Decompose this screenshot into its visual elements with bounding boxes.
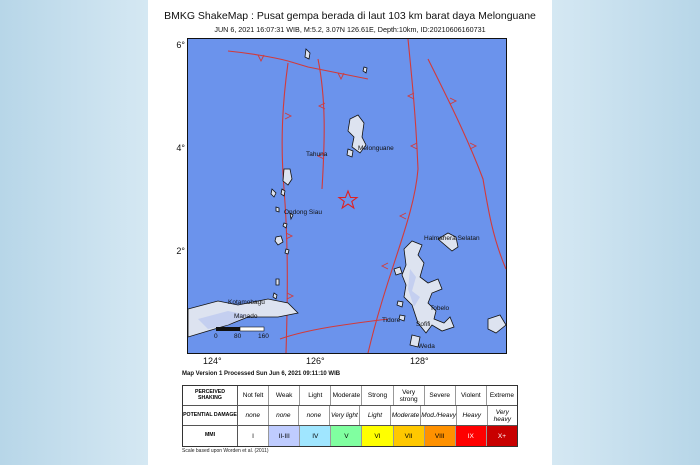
island-ternate xyxy=(397,301,403,307)
mmi-cell: VII xyxy=(394,426,425,446)
damage-cell: Light xyxy=(360,406,391,425)
star-icon[interactable] xyxy=(339,191,357,208)
map-title: BMKG ShakeMap : Pusat gempa berada di laut 103 km barat daya Melonguane xyxy=(164,10,536,22)
place-melonguane: Melonguane xyxy=(358,145,394,152)
legend-row-mmi xyxy=(183,426,517,446)
place-manado: Manado xyxy=(234,313,258,320)
scale-label-0: 0 xyxy=(214,333,218,340)
place-halmahera-selatan: Halmahera Selatan xyxy=(424,235,480,242)
fault-east xyxy=(368,39,418,353)
island-siau xyxy=(275,236,283,245)
right-backdrop xyxy=(552,0,700,465)
shaking-cell: Moderate xyxy=(331,386,362,405)
damage-cell: Very light xyxy=(330,406,361,425)
mmi-cell: VI xyxy=(362,426,393,446)
shaking-cell: Extreme xyxy=(489,392,515,399)
damage-cell: Mod./Heavy xyxy=(421,406,457,425)
legend-head-shaking: PERCEIVED SHAKING xyxy=(183,386,238,405)
left-backdrop xyxy=(0,0,148,465)
scale-note: Scale based upon Worden et al. (2011) xyxy=(182,448,269,454)
shaking-cell: Not felt xyxy=(238,386,269,405)
mmi-cell: IX xyxy=(456,426,487,446)
shaking-cell: Very strong xyxy=(394,386,425,405)
lon-label-126: 126° xyxy=(306,356,325,366)
mmi-cell: VIII xyxy=(425,426,456,446)
shaking-cell: Severe xyxy=(425,386,456,405)
mmi-cell: II-III xyxy=(269,426,300,446)
island-salibabu xyxy=(347,149,353,157)
legend-head-damage: POTENTIAL DAMAGE xyxy=(183,406,238,425)
island-east xyxy=(488,315,506,333)
event-info: JUN 6, 2021 16:07:31 WIB, M:5.2, 3.07N 126.61E, Depth:10km, ID:20210606160731 xyxy=(214,25,486,34)
place-kotamobagu: Kotamobagu xyxy=(228,299,265,306)
damage-cell: Heavy xyxy=(457,406,488,425)
place-tidore: Tidore xyxy=(382,317,401,324)
lat-label-6: 6° xyxy=(176,40,185,50)
legend-row-damage xyxy=(183,406,517,426)
damage-cell: none xyxy=(299,406,330,425)
place-ondong-siau: Ondong Siau xyxy=(284,209,322,216)
island-north-1 xyxy=(305,49,310,59)
mmi-cell: IV xyxy=(300,426,331,446)
shaking-cell: Light xyxy=(300,386,331,405)
mmi-cell: V xyxy=(331,426,362,446)
place-sofifi: Sofifi xyxy=(416,321,431,328)
version-note: Map Version 1 Processed Sun Jun 6, 2021 09:11:10 WIB xyxy=(182,371,341,377)
lat-label-2: 2° xyxy=(176,246,185,256)
fault-north xyxy=(228,51,368,79)
place-tobelo: Tobelo xyxy=(430,305,450,312)
damage-cell: none xyxy=(238,406,269,425)
scale-bar xyxy=(216,327,264,331)
damage-cell: Moderate xyxy=(391,406,422,425)
lat-label-4: 4° xyxy=(176,143,185,153)
shaking-cell: Strong xyxy=(362,386,393,405)
mmi-legend xyxy=(182,385,518,447)
scale-label-80: 80 xyxy=(234,333,242,340)
mmi-cell: I xyxy=(238,426,269,446)
fault-center xyxy=(318,59,324,189)
damage-cell: none xyxy=(269,406,300,425)
place-weda: Weda xyxy=(418,343,435,350)
shakemap-map[interactable] xyxy=(187,38,507,354)
legend-row-shaking xyxy=(183,386,517,406)
mmi-cell: X+ xyxy=(487,426,517,446)
lon-label-124: 124° xyxy=(203,356,222,366)
scale-label-160: 160 xyxy=(258,333,269,340)
island-north-2 xyxy=(363,67,367,73)
shaking-cell: Weak xyxy=(269,386,300,405)
shaking-cell: Violent xyxy=(456,386,487,405)
place-tahuna: Tahuna xyxy=(306,151,328,158)
damage-cell: Very heavy xyxy=(493,408,511,423)
legend-head-mmi: MMI xyxy=(183,426,238,446)
shakemap-panel xyxy=(148,0,552,465)
lon-label-128: 128° xyxy=(410,356,429,366)
island-sangihe xyxy=(283,169,292,185)
